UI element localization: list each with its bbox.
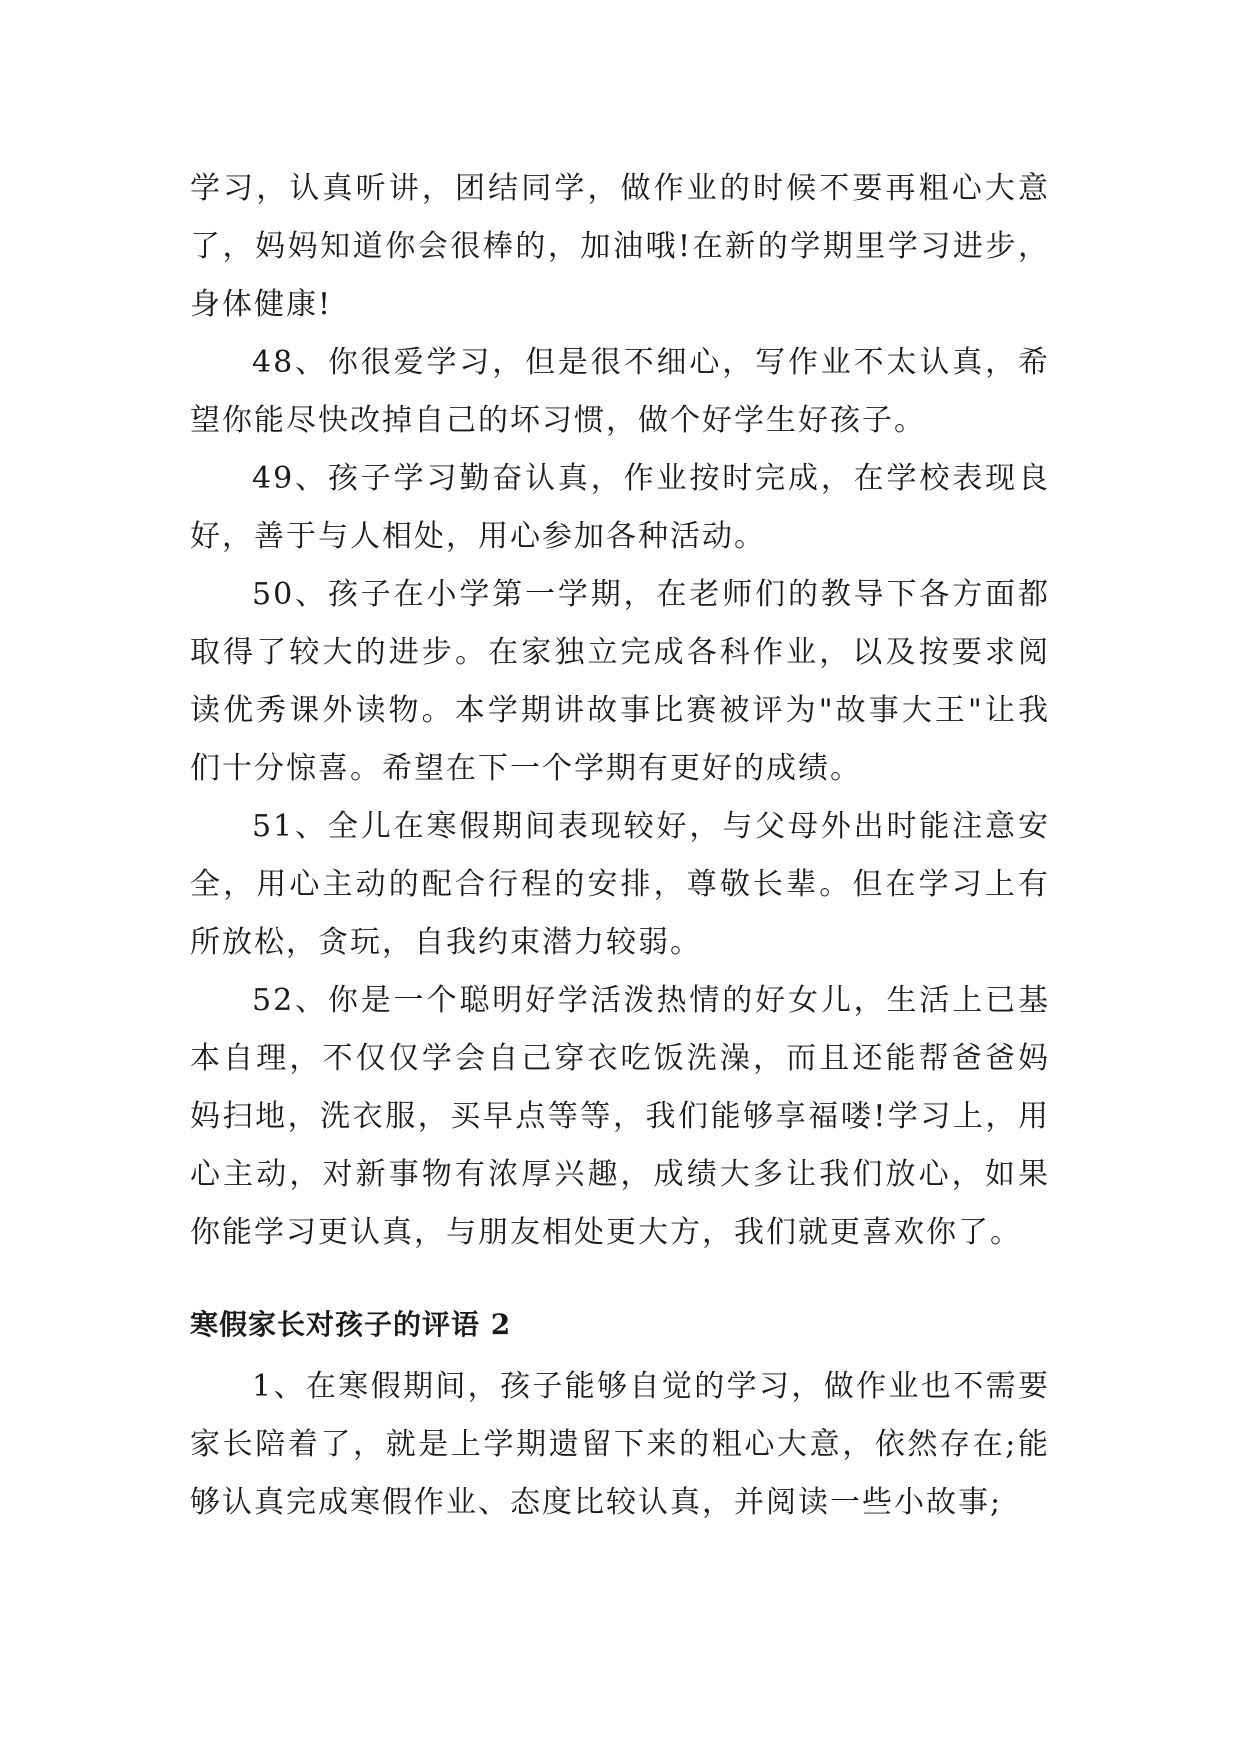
section-heading: 寒假家长对孩子的评语 2 [190,1308,512,1341]
paragraph-item-49: 49、孩子学习勤奋认真，作业按时完成，在学校表现良好，善于与人相处，用心参加各种活动。 [190,461,1050,554]
paragraph-item-48: 48、你很爱学习，但是很不细心，写作业不太认真，希望你能尽快改掉自己的坏习惯，做个好学生好孩子。 [190,345,1050,438]
paragraph-item-50: 50、孩子在小学第一学期，在老师们的教导下各方面都取得了较大的进步。在家独立完成各科作业，以及按要求阅读优秀课外读物。本学期讲故事比赛被评为"故事大王"让我们十分惊喜。希望在下一个学期有更好的成绩。 [190,577,1050,786]
paragraph-item-1: 1、在寒假期间，孩子能够自觉的学习，做作业也不需要家长陪着了，就是上学期遗留下来的粗心大意，依然存在;能够认真完成寒假作业、态度比较认真，并阅读一些小故事; [190,1369,1050,1520]
paragraph-item-52: 52、你是一个聪明好学活泼热情的好女儿，生活上已基本自理，不仅仅学会自己穿衣吃饭洗澡，而且还能帮爸爸妈妈扫地，洗衣服，买早点等等，我们能够享福喽!学习上，用心主动，对新事物有浓厚兴趣，成绩大多让我们放心，如果你能学习更认真，与朋友相处更大方，我们就更喜欢你了。 [190,983,1050,1250]
paragraph-item-51: 51、全儿在寒假期间表现较好，与父母外出时能注意安全，用心主动的配合行程的安排，尊敬长辈。但在学习上有所放松，贪玩，自我约束潜力较弱。 [190,809,1050,960]
paragraph-continued: 学习，认真听讲，团结同学，做作业的时候不要再粗心大意了，妈妈知道你会很棒的，加油哦!在新的学期里学习进步，身体健康! [190,171,1050,322]
document-body [190,160,1050,1532]
